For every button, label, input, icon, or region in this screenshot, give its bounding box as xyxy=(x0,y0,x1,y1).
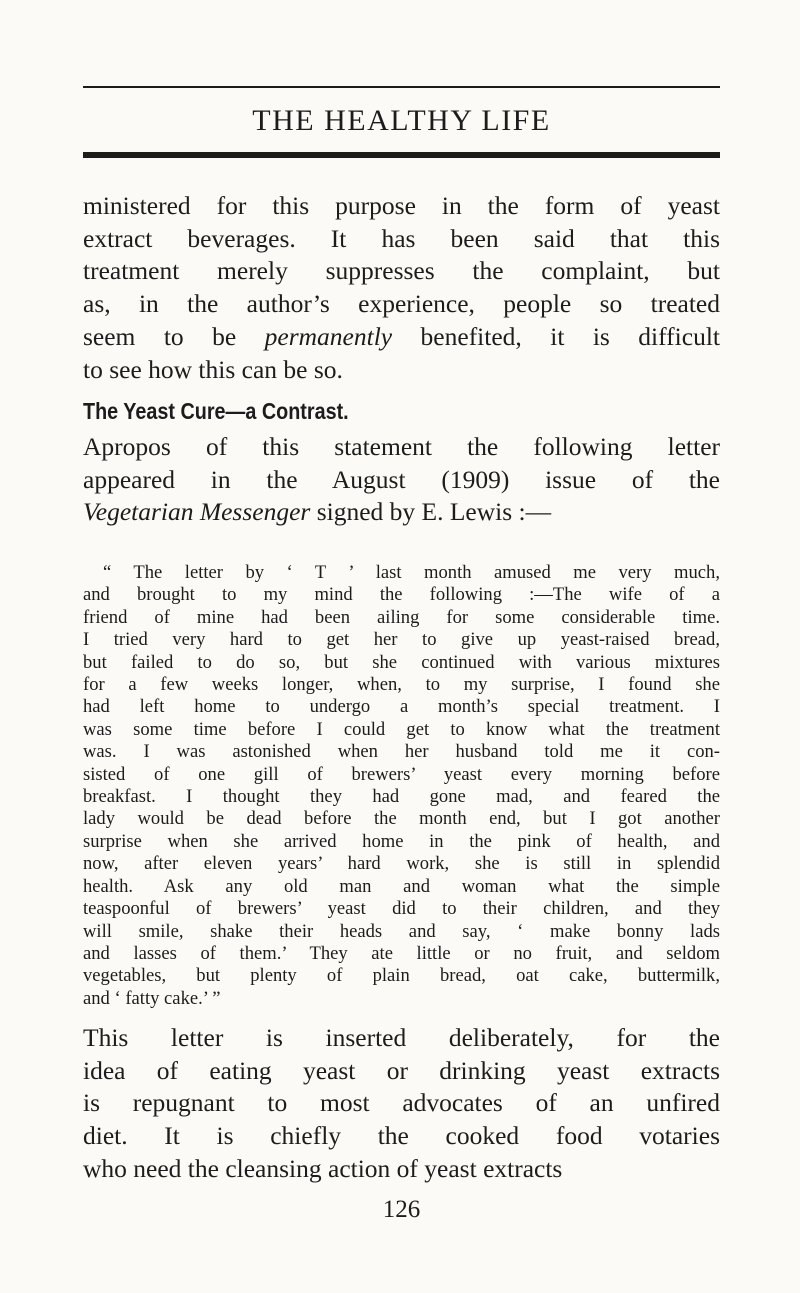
text-line: extract beverages. It has been said that this xyxy=(83,223,720,253)
text-line: for a few weeks longer, when, to my surprise, I found she xyxy=(83,674,720,696)
text-line: vegetables, but plenty of plain bread, oat cake, buttermilk, xyxy=(83,965,720,987)
text-line: and ‘ fatty cake.’ ” xyxy=(83,987,221,1009)
text-line: appeared in the August (1909) issue of the xyxy=(83,464,720,494)
text-line: and lasses of them.’ They ate little or no fruit, and seldom xyxy=(83,942,720,964)
text-line: idea of eating yeast or drinking yeast extracts xyxy=(83,1055,720,1085)
text-line: as, in the author’s experience, people so treated xyxy=(83,289,720,319)
text-line: health. Ask any old man and woman what the simple xyxy=(83,875,720,897)
text-line: diet. It is chiefly the cooked food votaries xyxy=(83,1121,720,1151)
paragraph-1 xyxy=(83,190,720,386)
text-line: teaspoonful of brewers’ yeast did to their children, and they xyxy=(83,898,720,920)
text-line: is repugnant to most advocates of an unfired xyxy=(83,1088,720,1118)
section-subheading: The Yeast Cure—a Contrast. xyxy=(83,398,349,424)
text-line: but failed to do so, but she continued with various mixtures xyxy=(83,651,720,673)
quoted-letter xyxy=(83,562,720,1010)
text-line: I tried very hard to get her to give up yeast-raised bread, xyxy=(83,629,720,651)
text-line: will smile, shake their heads and say, ‘ make bonny lads xyxy=(83,920,720,942)
text-line: This letter is inserted deliberately, for the xyxy=(83,1023,720,1052)
paragraph-2 xyxy=(83,431,720,529)
text-line: was some time before I could get to know what the treatment xyxy=(83,718,720,740)
top-rule xyxy=(83,86,720,88)
text-line: Vegetarian Messenger signed by E. Lewis :— xyxy=(83,497,552,527)
text-line: to see how this can be so. xyxy=(83,354,343,384)
text-line: ministered for this purpose in the form of yeast xyxy=(83,191,720,220)
text-line: Apropos of this statement the following letter xyxy=(83,432,720,461)
text-line: had left home to undergo a month’s special treatment. I xyxy=(83,696,720,718)
text-line: surprise when she arrived home in the pink of health, and xyxy=(83,830,720,852)
book-page xyxy=(83,0,720,1293)
text-line: “ The letter by ‘ T ’ last month amused me very much, xyxy=(103,562,720,583)
text-line: seem to be permanently benefited, it is difficult xyxy=(83,321,720,351)
text-line: breakfast. I thought they had gone mad, and feared the xyxy=(83,786,720,808)
text-line: was. I was astonished when her husband told me it con- xyxy=(83,741,720,763)
paragraph-3 xyxy=(83,1022,720,1186)
page-number: 126 xyxy=(382,1196,421,1223)
text-line: sisted of one gill of brewers’ yeast every morning before xyxy=(83,763,720,785)
text-line: who need the cleansing action of yeast extracts xyxy=(83,1153,563,1183)
text-line: and brought to my mind the following :—The wife of a xyxy=(83,584,720,606)
text-line: now, after eleven years’ hard work, she is still in splendid xyxy=(83,853,720,875)
header-rule xyxy=(83,152,720,158)
running-head: THE HEALTHY LIFE xyxy=(252,104,551,137)
text-line: friend of mine had been ailing for some considerable time. xyxy=(83,606,720,628)
text-line: lady would be dead before the month end, but I got another xyxy=(83,808,720,830)
text-line: treatment merely suppresses the complaint, but xyxy=(83,256,720,286)
